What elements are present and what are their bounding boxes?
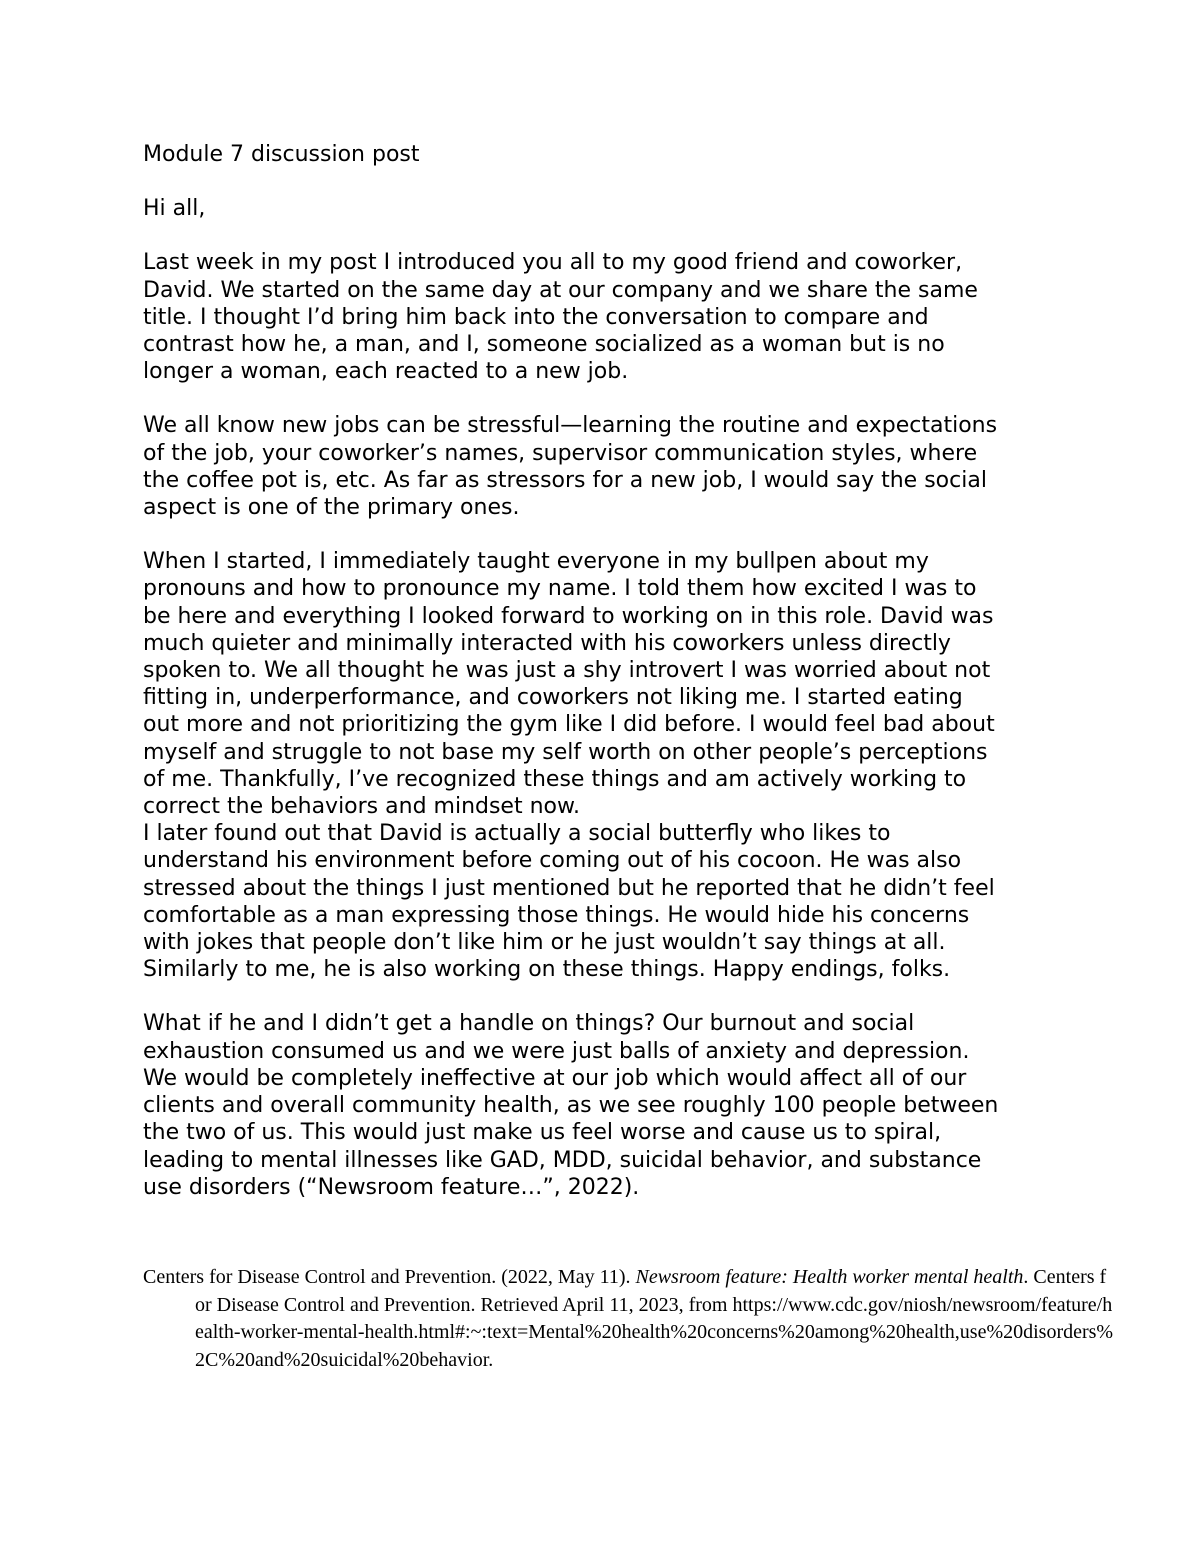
reference-title: Newsroom feature: Health worker mental health <box>635 1266 1024 1288</box>
paragraph-what-if: What if he and I didn’t get a handle on things? Our burnout and social exhaustion consumed us and we were just balls of anxiety and depression. We would be completely ineffective at our job which would affect all of our clients and overall community health, as we see roughly 100 people between the two of us. This would just make us feel worse and cause us to spiral, leading to mental illnesses like GAD, MDD, suicidal behavior, and substance use disorders (“Newsroom feature…”, 2022). <box>143 1011 999 1200</box>
greeting: Hi all, <box>143 196 206 222</box>
reference-entry <box>143 1264 1115 1374</box>
reference-source-url: . Centers for Disease Control and Prevention. Retrieved April 11, 2023, from https://www.cdc.gov/niosh/newsroom/feature/health-worker-mental-health.html#:~:text=Mental%20health%20concerns%20among%20health,use%20disorders%2C%20and%20suicidal%20behavior. <box>195 1266 1114 1371</box>
document-title: Module 7 discussion post <box>143 142 420 167</box>
document-body <box>143 141 1073 1201</box>
paragraph-started: When I started, I immediately taught everyone in my bullpen about my pronouns and how to pronounce my name. I told them how excited I was to be here and everything I looked forward to working on in this role. David was much quieter and minimally interacted with his coworkers unless directly spoken to. We all thought he was just a shy introvert I was worried about not fitting in, underperformance, and coworkers not liking me. I started eating out more and not prioritizing the gym like I did before. I would feel bad about myself and struggle to not base my self worth on other people’s perceptions of me. Thankfully, I’ve recognized these things and am actively working to correct the behaviors and mindset now. <box>143 549 995 820</box>
paragraph-david: I later found out that David is actually a social butterfly who likes to understand his environment before coming out of his cocoon. He was also stressed about the things I just mentioned but he reported that he didn’t feel comfortable as a man expressing those things. He would hide his concerns with jokes that people don’t like him or he just wouldn’t say things at all. Similarly to me, he is also working on these things. Happy endings, folks. <box>143 821 995 983</box>
reference-authors-date: Centers for Disease Control and Prevention. (2022, May 11). <box>143 1266 636 1288</box>
paragraph-stress: We all know new jobs can be stressful—learning the routine and expectations of the job, your coworker’s names, supervisor communication styles, where the coffee pot is, etc. As far as stressors for a new job, I would say the social aspect is one of the primary ones. <box>143 413 998 521</box>
paragraph-intro: Last week in my post I introduced you all to my good friend and coworker, David. We started on the same day at our company and we share the same title. I thought I’d bring him back into the conversation to compare and contrast how he, a man, and I, someone socialized as a woman but is no longer a woman, each reacted to a new job. <box>143 250 978 385</box>
